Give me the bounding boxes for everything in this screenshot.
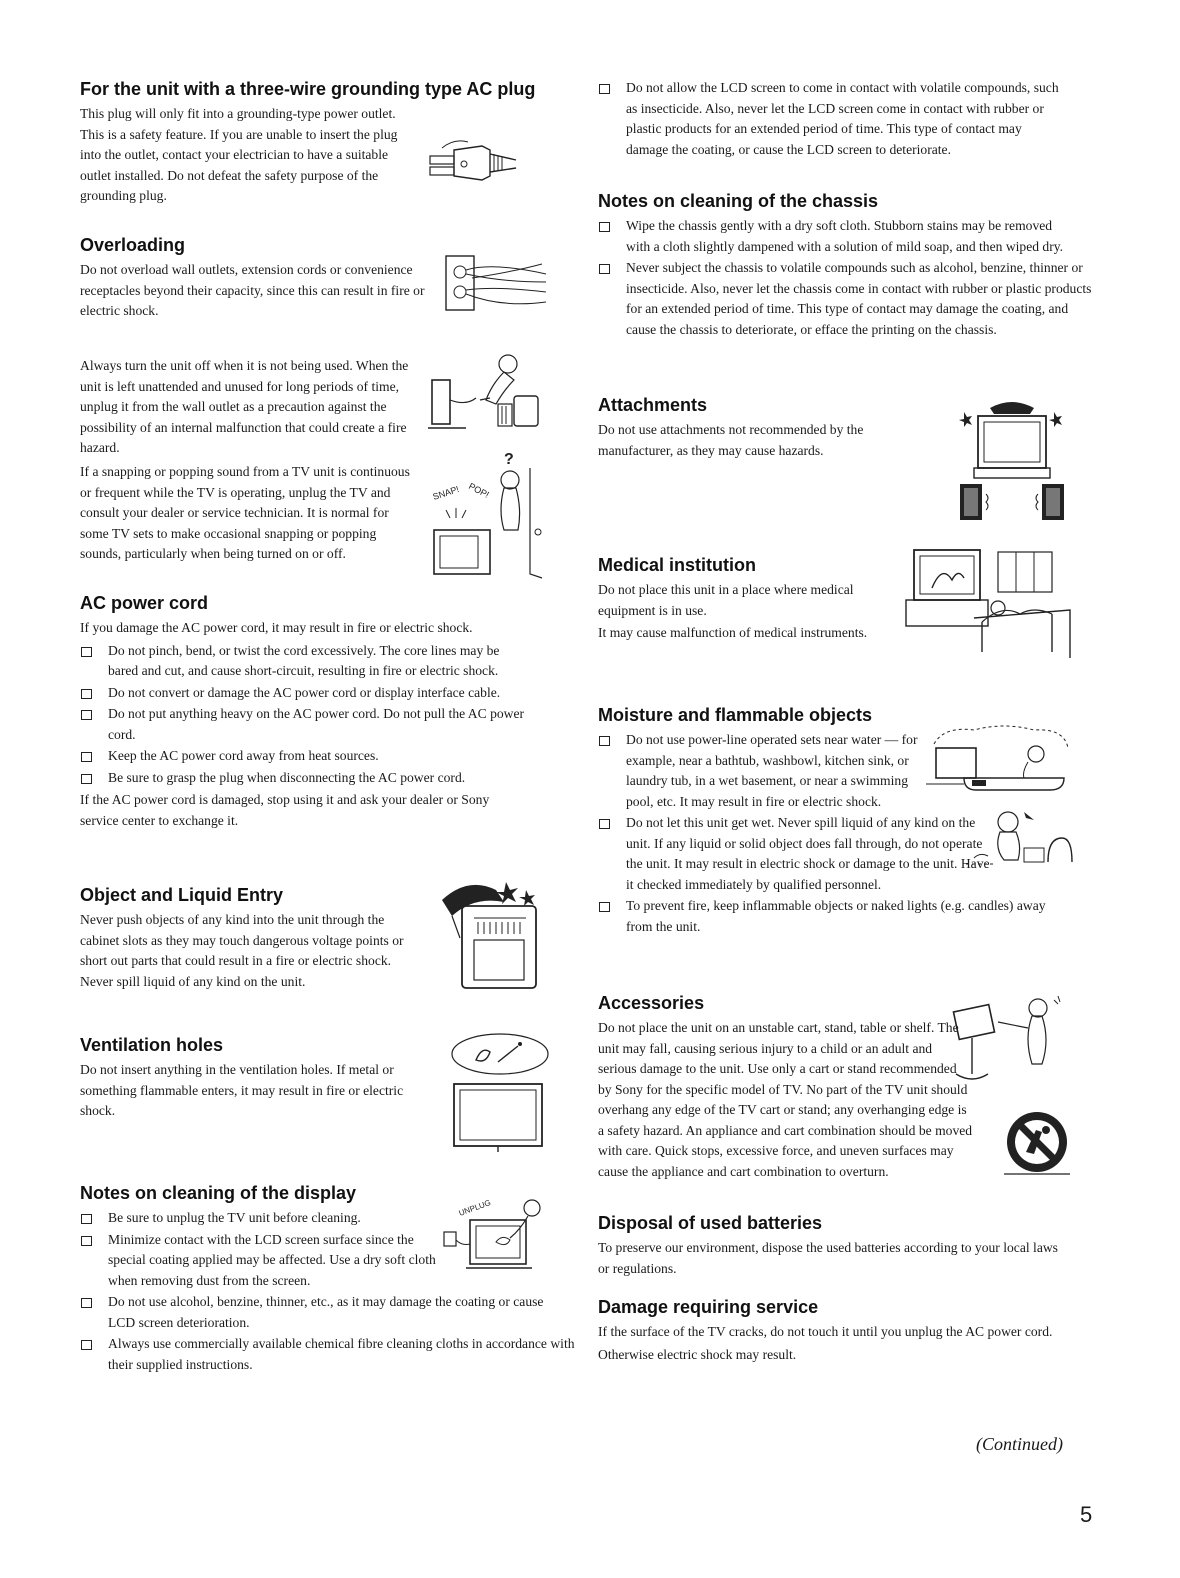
tv-object-entry-icon [438, 872, 548, 996]
heading-batteries: Disposal of used batteries [598, 1213, 823, 1233]
checkbox-bullet-icon [81, 689, 92, 699]
section-medical [598, 554, 1072, 704]
checkbox-bullet-icon [81, 1236, 92, 1246]
checkbox-bullet-icon [81, 647, 92, 657]
cart-warning-icon [1002, 1108, 1072, 1178]
section-volatile [598, 78, 1072, 190]
grounding-plug-icon [424, 136, 524, 190]
text-damage-2: Otherwise electric shock may result. [598, 1346, 797, 1362]
heading-medical: Medical institution [598, 555, 757, 575]
checkbox-bullet-icon [599, 902, 610, 912]
page-number: 5 [1080, 1502, 1093, 1527]
checkbox-bullet-icon [599, 264, 610, 274]
heading-accessories: Accessories [598, 993, 705, 1013]
question-mark-label: ? [504, 451, 514, 468]
left-column [80, 78, 575, 1392]
spilled-liquid-icon [964, 808, 1074, 874]
continued-label: (Continued) [976, 1434, 1063, 1454]
text-medical-2: It may cause malfunction of medical instruments. [598, 625, 868, 640]
text-medical-1: Do not place this unit in a place where medical equipment is in use. [598, 582, 854, 618]
section-moisture [598, 704, 1072, 992]
list-item: Minimize contact with the LCD screen surface since the special coating applied may be affected. Use a dry soft cloth when removing dust from the screen. [80, 1230, 453, 1292]
heading-cleaning-display: Notes on cleaning of the display [80, 1183, 357, 1203]
text-overloading: Do not overload wall outlets, extension cords or convenience receptacles beyond their capacity, since this can result in fire or electric shock. [80, 262, 425, 318]
section-ac-cord [80, 592, 554, 884]
heading-overloading: Overloading [80, 235, 186, 255]
text-ac-cord-intro: If you damage the AC power cord, it may result in fire or electric shock. [80, 620, 473, 635]
snap-label: SNAP! [431, 484, 461, 502]
heading-object-liquid: Object and Liquid Entry [80, 885, 284, 905]
snapping-tv-icon [426, 448, 552, 582]
text-attachments: Do not use attachments not recommended by the manufacturer, as they may cause hazards. [598, 422, 864, 458]
right-column [598, 78, 1092, 1386]
section-damage [598, 1296, 1072, 1386]
section-object-liquid [80, 884, 554, 1034]
unplug-label: UNPLUG [457, 1198, 493, 1218]
checkbox-bullet-icon [599, 736, 610, 746]
section-snapping [80, 451, 554, 592]
pop-label: POP! [467, 480, 491, 500]
heading-cleaning-chassis: Notes on cleaning of the chassis [598, 191, 879, 211]
volatile-bullets [598, 78, 1072, 160]
overloaded-outlet-icon [442, 252, 552, 314]
text-ac-cord-outro: If the AC power cord is damaged, stop using it and ask your dealer or Sony service center to exchange it. [80, 792, 490, 828]
section-cleaning-chassis [598, 190, 1092, 394]
checkbox-bullet-icon [81, 710, 92, 720]
ventilation-tv-icon [442, 1032, 552, 1156]
text-grounding: This plug will only fit into a grounding-type power outlet. This is a safety feature. If you are unable to insert the plug into the outlet, contact your electrician to have a suitable outlet installed. Do not defeat the safety purpose of the grounding plug. [80, 106, 398, 203]
list-item: Do not put anything heavy on the AC power cord. Do not pull the AC power cord. [80, 704, 536, 745]
section-batteries [598, 1212, 1072, 1296]
section-cleaning-display [80, 1182, 575, 1392]
text-damage-1: If the surface of the TV cracks, do not touch it until you unplug the AC power cord. [598, 1324, 1053, 1339]
list-item: Keep the AC power cord away from heat sources. [80, 746, 554, 767]
falling-cart-icon [944, 994, 1068, 1094]
list-item: Do not let this unit get wet. Never spill liquid of any kind on the unit. If any liquid or solid object does fall through, do not operate the unit. It may result in electric shock or damage to the unit. Have it checked immediately by qualified personnel. [598, 813, 994, 895]
list-item: Be sure to unplug the TV unit before cleaning. [80, 1208, 468, 1229]
heading-damage: Damage requiring service [598, 1297, 819, 1317]
heading-ventilation: Ventilation holes [80, 1035, 224, 1055]
attachments-tv-icon [950, 398, 1074, 524]
checkbox-bullet-icon [599, 84, 610, 94]
heading-attachments: Attachments [598, 395, 708, 415]
list-item: Be sure to grasp the plug when disconnecting the AC power cord. [80, 768, 554, 789]
checkbox-bullet-icon [599, 819, 610, 829]
checkbox-bullet-icon [81, 752, 92, 762]
list-item: Never subject the chassis to volatile compounds such as alcohol, benzine, thinner or insecticide. Also, never let the chassis come in contact with rubber or plastic products for an extended period of time. This type of contact may damage the coating, and cause the chassis to deteriorate, or efface the printing on the chassis. [598, 258, 1094, 340]
list-item: Do not convert or damage the AC power cord or display interface cable. [80, 683, 536, 704]
list-item: Do not pinch, bend, or twist the cord excessively. The core lines may be bared and cut, and cause short-circuit, resulting in fire or electric shock. [80, 641, 528, 682]
list-item: Do not use alcohol, benzine, thinner, etc., as it may damage the coating or cause LCD screen deterioration. [80, 1292, 548, 1333]
ac-cord-bullets [80, 641, 554, 789]
text-ventilation: Do not insert anything in the ventilation holes. If metal or something flammable enters, it may result in fire or electric shock. [80, 1062, 404, 1118]
bathtub-tv-icon [924, 724, 1072, 796]
cleaning-chassis-bullets [598, 216, 1092, 340]
unplug-person-icon [426, 350, 546, 434]
checkbox-bullet-icon [81, 774, 92, 784]
checkbox-bullet-icon [81, 1340, 92, 1350]
heading-grounding: For the unit with a three-wire grounding type AC plug [80, 79, 536, 99]
checkbox-bullet-icon [81, 1214, 92, 1224]
list-item: Wipe the chassis gently with a dry soft cloth. Stubborn stains may be removed with a cloth slightly dampened with a solution of mild soap, and then wiped dry. [598, 216, 1072, 257]
unplug-cleaning-icon [436, 1196, 546, 1278]
text-batteries: To preserve our environment, dispose the used batteries according to your local laws or regulations. [598, 1240, 1058, 1276]
list-item: Always use commercially available chemical fibre cleaning cloths in accordance with their supplied instructions. [80, 1334, 578, 1375]
section-unplug [80, 356, 554, 462]
text-object-liquid: Never push objects of any kind into the unit through the cabinet slots as they may touch dangerous voltage points or short out parts that could result in a fire or electric shock. Never spill liquid of any kind on the unit. [80, 912, 404, 989]
checkbox-bullet-icon [81, 1298, 92, 1308]
list-item: To prevent fire, keep inflammable objects or naked lights (e.g. candles) away from the unit. [598, 896, 1066, 937]
text-accessories: Do not place the unit on an unstable cart, stand, table or shelf. The unit may fall, causing serious injury to a child or an adult and serious damage to the unit. Use only a cart or stand recommended by Sony for the specific model of TV. No part of the TV unit should overhang any edge of the TV cart or stand; any overhanging edge is a safety hazard. An appliance and cart combination should be moved with care. Quick stops, excessive force, and uneven surfaces may cause the appliance and cart combination to overturn. [598, 1020, 973, 1179]
section-attachments [598, 394, 1072, 554]
section-accessories [598, 992, 1072, 1212]
checkbox-bullet-icon [599, 222, 610, 232]
text-unplug: Always turn the unit off when it is not being used. When the unit is left unattended and unused for long periods of time, unplug it from the wall outlet as a precaution against the possibility of an internal malfunction that could create a fire hazard. [80, 358, 409, 455]
section-overloading [80, 234, 554, 356]
list-item: Do not allow the LCD screen to come in contact with volatile compounds, such as insecticide. Also, never let the LCD screen come in contact with rubber or plastic products for an extended period of time. This type of contact may damage the coating, or cause the LCD screen to deteriorate. [598, 78, 1066, 160]
heading-ac-cord: AC power cord [80, 593, 209, 613]
medical-institution-icon [902, 548, 1078, 662]
text-snapping: If a snapping or popping sound from a TV unit is continuous or frequent while the TV is operating, unplug the TV and consult your dealer or service technician. It is normal for some TV sets to make occasional snapping or popping sounds, particularly when being turned on or off. [80, 464, 410, 561]
heading-moisture: Moisture and flammable objects [598, 705, 873, 725]
section-ventilation [80, 1034, 554, 1182]
list-item: Do not use power-line operated sets near water — for example, near a bathtub, washbowl, kitchen sink, or laundry tub, in a wet basement, or near a swimming pool, etc. It may result in fire or electric shock. [598, 730, 926, 812]
section-grounding [80, 78, 554, 234]
